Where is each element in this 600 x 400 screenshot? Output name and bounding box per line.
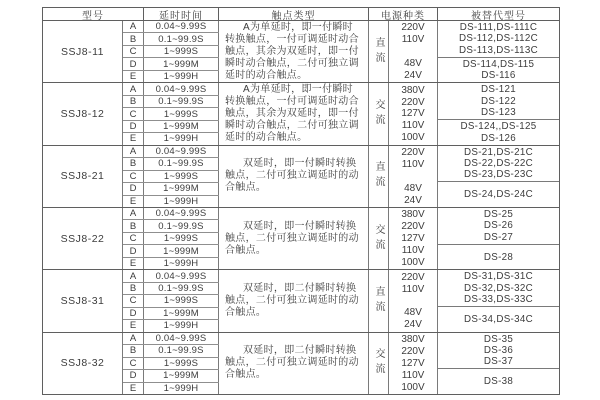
delay-letter: E (123, 71, 144, 82)
voltage-item: 220V (401, 271, 425, 283)
delay-letter: B (123, 220, 144, 231)
replaced-models-cell (438, 270, 559, 331)
delay-range: 1~999M (144, 183, 219, 194)
delay-row (123, 33, 219, 45)
delay-letter: A (123, 146, 144, 157)
replaced-models-lower (438, 307, 559, 332)
delay-letter: B (123, 345, 144, 356)
delay-row (123, 96, 219, 108)
delay-row (123, 308, 219, 320)
delay-range: 1~999S (144, 108, 219, 119)
delay-letter: E (123, 258, 144, 269)
delay-row (123, 121, 219, 133)
delay-letter: D (123, 58, 144, 69)
power-kind-cell (369, 208, 389, 269)
delay-row (123, 71, 219, 82)
power-kind-label: 交流 (373, 223, 384, 254)
voltage-item: 380V (401, 209, 425, 221)
delay-range: 0.1~99.9S (144, 33, 219, 44)
voltage-list (389, 333, 438, 394)
replaced-model: DS-126 (480, 132, 517, 144)
contact-type-cell (219, 83, 369, 144)
replaced-models-upper (438, 333, 559, 370)
header-model: 型号 (43, 8, 144, 20)
voltage-list (389, 270, 438, 331)
voltage-item: 100V (401, 381, 425, 393)
delay-row (123, 283, 219, 295)
voltage-item: 110V (401, 369, 425, 381)
voltage-list (389, 21, 438, 82)
delay-row (123, 146, 219, 158)
model-name: SSJ8-11 (43, 21, 123, 82)
replaced-model: DS-33,DS-33C (464, 293, 533, 305)
delay-range: 1~999S (144, 233, 219, 244)
delay-row (123, 108, 219, 120)
delay-letter: C (123, 108, 144, 119)
voltage-item (389, 46, 437, 58)
delay-letter: C (123, 233, 144, 244)
replaced-model: DS-112,DS-112C (459, 33, 538, 45)
model-block-ssj8-22 (43, 208, 559, 270)
header-contact-type: 触点类型 (219, 8, 369, 20)
replaced-model: DS-22,DS-22C (464, 158, 533, 170)
voltage-list (389, 208, 438, 269)
delay-range: 1~999M (144, 308, 219, 319)
voltage-item: 380V (401, 84, 425, 96)
voltage-item: 24V (404, 194, 422, 206)
replaced-models-cell (438, 333, 559, 394)
model-block-ssj8-31 (43, 270, 559, 332)
voltage-item: 48V (404, 182, 422, 194)
delay-row (123, 320, 219, 331)
power-kind-label: 交流 (373, 348, 384, 379)
contact-type-text: 双延时，即二付瞬时转换触点，二付可独立调延时的动合触点。 (225, 282, 359, 318)
replaced-model: DS-114,DS-115 (462, 58, 535, 70)
delay-range: 1~999H (144, 196, 219, 207)
model-name: SSJ8-22 (43, 208, 123, 269)
delay-range: 1~999S (144, 358, 219, 369)
power-kind-label: 交流 (373, 98, 384, 129)
header-replaced-model: 被替代型号 (471, 10, 526, 22)
delay-letter: A (123, 208, 144, 219)
voltage-item: 24V (404, 319, 422, 331)
delay-letter: E (123, 133, 144, 144)
delay-row (123, 196, 219, 207)
header-power-kind: 电源种类 (369, 8, 438, 20)
replaced-models-lower (438, 58, 559, 83)
replaced-model: DS-25 (483, 209, 514, 221)
replaced-model: DS-122 (480, 95, 517, 107)
delay-range: 0.1~99.9S (144, 158, 219, 169)
delay-row (123, 133, 219, 144)
power-kind-label: 直流 (373, 161, 384, 192)
relay-spec-table (42, 7, 560, 395)
replaced-models-cell (438, 21, 559, 82)
delay-range: 1~999H (144, 320, 219, 331)
replaced-model: DS-36 (483, 345, 514, 357)
replaced-models-lower (438, 245, 559, 270)
delay-range: 1~999S (144, 171, 219, 182)
delay-letter: D (123, 245, 144, 256)
delay-range: 0.04~9.99S (144, 270, 219, 281)
voltage-item: 110V (401, 120, 425, 132)
delay-letter: A (123, 333, 144, 344)
delay-row (123, 171, 219, 183)
delay-range: 1~999H (144, 383, 219, 394)
replaced-models-lower (438, 369, 559, 394)
replaced-models-cell (438, 83, 559, 144)
delay-range: 1~999M (144, 58, 219, 69)
replaced-model: DS-27 (483, 231, 514, 243)
model-block-ssj8-21 (43, 146, 559, 208)
delay-range: 1~999H (144, 133, 219, 144)
delay-letter: E (123, 383, 144, 394)
voltage-item: 127V (401, 357, 425, 369)
delay-row (123, 270, 219, 282)
voltage-item: 220V (401, 147, 425, 159)
replaced-model: DS-31,DS-31C (464, 271, 533, 283)
delay-row (123, 233, 219, 245)
voltage-item: 24V (404, 69, 422, 81)
delay-range: 0.1~99.9S (144, 220, 219, 231)
replaced-model: DS-111,DS-111C (459, 22, 538, 34)
voltage-item: 48V (404, 58, 422, 69)
delay-range: 0.04~9.99S (144, 146, 219, 157)
voltage-item: 100V (401, 256, 425, 268)
contact-type-text: 双延时，即一付瞬时转换触点，二付可独立调延时的动合触点。 (225, 158, 359, 194)
voltage-item: 220V (401, 345, 425, 357)
delay-row (123, 158, 219, 170)
replaced-model: DS-37 (483, 356, 514, 368)
delay-rows (123, 146, 219, 207)
replaced-models-upper (438, 208, 559, 245)
power-kind-cell (369, 270, 389, 331)
delay-row (123, 258, 219, 269)
delay-range: 1~999M (144, 370, 219, 381)
power-kind-cell (369, 83, 389, 144)
model-block-ssj8-11 (43, 21, 559, 83)
delay-row (123, 58, 219, 70)
delay-letter: B (123, 158, 144, 169)
delay-letter: B (123, 283, 144, 294)
replaced-model: DS-32,DS-32C (464, 282, 533, 294)
delay-letter: D (123, 308, 144, 319)
replaced-model: DS-124,,DS-125 (460, 121, 537, 133)
voltage-list (389, 83, 438, 144)
replaced-model: DS-38 (483, 376, 514, 388)
replaced-models-upper (438, 146, 559, 183)
voltage-item: 110V (401, 283, 425, 295)
delay-range: 1~999S (144, 295, 219, 306)
contact-type-text: A为单延时，即一付瞬时转换触点，一付可调延时动合触点，其余为双延时，即一付瞬时动合触点，二付可独立调延时的动合触点。 (225, 21, 359, 81)
replaced-model: DS-23,DS-23C (464, 169, 533, 181)
delay-row (123, 21, 219, 33)
voltage-item: 220V (401, 221, 425, 233)
delay-letter: E (123, 320, 144, 331)
delay-range: 1~999H (144, 71, 219, 82)
delay-range: 0.04~9.99S (144, 83, 219, 94)
delay-letter: E (123, 196, 144, 207)
delay-range: 0.1~99.9S (144, 96, 219, 107)
delay-range: 1~999S (144, 46, 219, 57)
model-name: SSJ8-31 (43, 270, 123, 331)
voltage-item: 220V (401, 22, 425, 34)
replaced-models-upper (438, 21, 559, 58)
table-header-row (43, 8, 559, 21)
delay-range: 0.1~99.9S (144, 283, 219, 294)
replaced-models-lower (438, 120, 559, 145)
model-name: SSJ8-12 (43, 83, 123, 144)
delay-range: 0.1~99.9S (144, 345, 219, 356)
voltage-item: 380V (401, 334, 425, 346)
delay-range: 0.04~9.99S (144, 21, 219, 32)
delay-rows (123, 270, 219, 331)
power-kind-label: 直流 (373, 36, 384, 67)
contact-type-text: A为单延时，即一付瞬时转换触点，一付可调延时动合触点，其余为双延时，即一付瞬时动合触点，二付可独立调延时的动合触点。 (225, 84, 359, 143)
model-block-ssj8-12 (43, 83, 559, 145)
power-kind-cell (369, 21, 389, 82)
contact-type-cell (219, 270, 369, 331)
replaced-models-lower (438, 182, 559, 207)
model-name: SSJ8-21 (43, 146, 123, 207)
delay-letter: C (123, 295, 144, 306)
replaced-model: DS-24,DS-24C (464, 189, 533, 201)
delay-range: 1~999H (144, 258, 219, 269)
replaced-model: DS-34,DS-34C (464, 313, 533, 325)
delay-row (123, 345, 219, 357)
replaced-model: DS-121 (480, 84, 517, 96)
replaced-models-upper (438, 83, 559, 120)
delay-letter: D (123, 121, 144, 132)
contact-type-text: 双延时，即一付瞬时转换触点，二付可独立调延时的动合触点。 (225, 220, 359, 256)
contact-type-cell (219, 21, 369, 82)
contact-type-cell (219, 146, 369, 207)
voltage-item: 100V (401, 132, 425, 144)
power-kind-label: 直流 (373, 285, 384, 316)
voltage-item: 110V (401, 34, 425, 46)
replaced-model: DS-113,DS-113C (459, 44, 538, 56)
replaced-models-cell (438, 208, 559, 269)
contact-type-text: 双延时，即二付瞬时转换触点，二付可独立调延时的动合触点。 (225, 345, 359, 381)
delay-rows (123, 208, 219, 269)
delay-row (123, 383, 219, 394)
delay-row (123, 83, 219, 95)
contact-type-cell (219, 333, 369, 394)
delay-row (123, 295, 219, 307)
voltage-item: 220V (401, 96, 425, 108)
delay-range: 0.04~9.99S (144, 333, 219, 344)
delay-range: 0.04~9.99S (144, 208, 219, 219)
delay-letter: B (123, 96, 144, 107)
delay-row (123, 245, 219, 257)
replaced-model: DS-21,DS-21C (464, 146, 533, 158)
delay-row (123, 208, 219, 220)
replaced-model: DS-123 (480, 106, 517, 118)
model-name: SSJ8-32 (43, 333, 123, 394)
header-delay-time: 延时时间 (144, 8, 219, 20)
replaced-model: DS-35 (483, 333, 514, 345)
voltage-item: 48V (404, 307, 422, 319)
voltage-item (389, 295, 437, 307)
power-kind-cell (369, 146, 389, 207)
contact-type-cell (219, 208, 369, 269)
voltage-list (389, 146, 438, 207)
delay-range: 1~999M (144, 121, 219, 132)
delay-rows (123, 21, 219, 82)
voltage-item: 127V (401, 108, 425, 120)
replaced-model: DS-26 (483, 220, 514, 232)
voltage-item: 127V (401, 233, 425, 245)
delay-row (123, 358, 219, 370)
delay-letter: B (123, 33, 144, 44)
voltage-item: 110V (401, 158, 425, 170)
delay-row (123, 370, 219, 382)
replaced-models-cell (438, 146, 559, 207)
delay-letter: A (123, 270, 144, 281)
delay-range: 1~999M (144, 245, 219, 256)
voltage-item: 110V (401, 244, 425, 256)
delay-letter: A (123, 83, 144, 94)
delay-letter: A (123, 21, 144, 32)
delay-row (123, 46, 219, 58)
delay-rows (123, 333, 219, 394)
voltage-item (389, 170, 437, 182)
delay-row (123, 333, 219, 345)
power-kind-cell (369, 333, 389, 394)
model-block-ssj8-32 (43, 333, 559, 394)
delay-rows (123, 83, 219, 144)
delay-letter: D (123, 183, 144, 194)
delay-letter: C (123, 46, 144, 57)
replaced-model: DS-28 (483, 251, 514, 263)
replaced-model: DS-116 (481, 70, 516, 82)
delay-letter: C (123, 171, 144, 182)
delay-letter: D (123, 370, 144, 381)
replaced-models-upper (438, 270, 559, 307)
delay-letter: C (123, 358, 144, 369)
delay-row (123, 220, 219, 232)
delay-row (123, 183, 219, 195)
